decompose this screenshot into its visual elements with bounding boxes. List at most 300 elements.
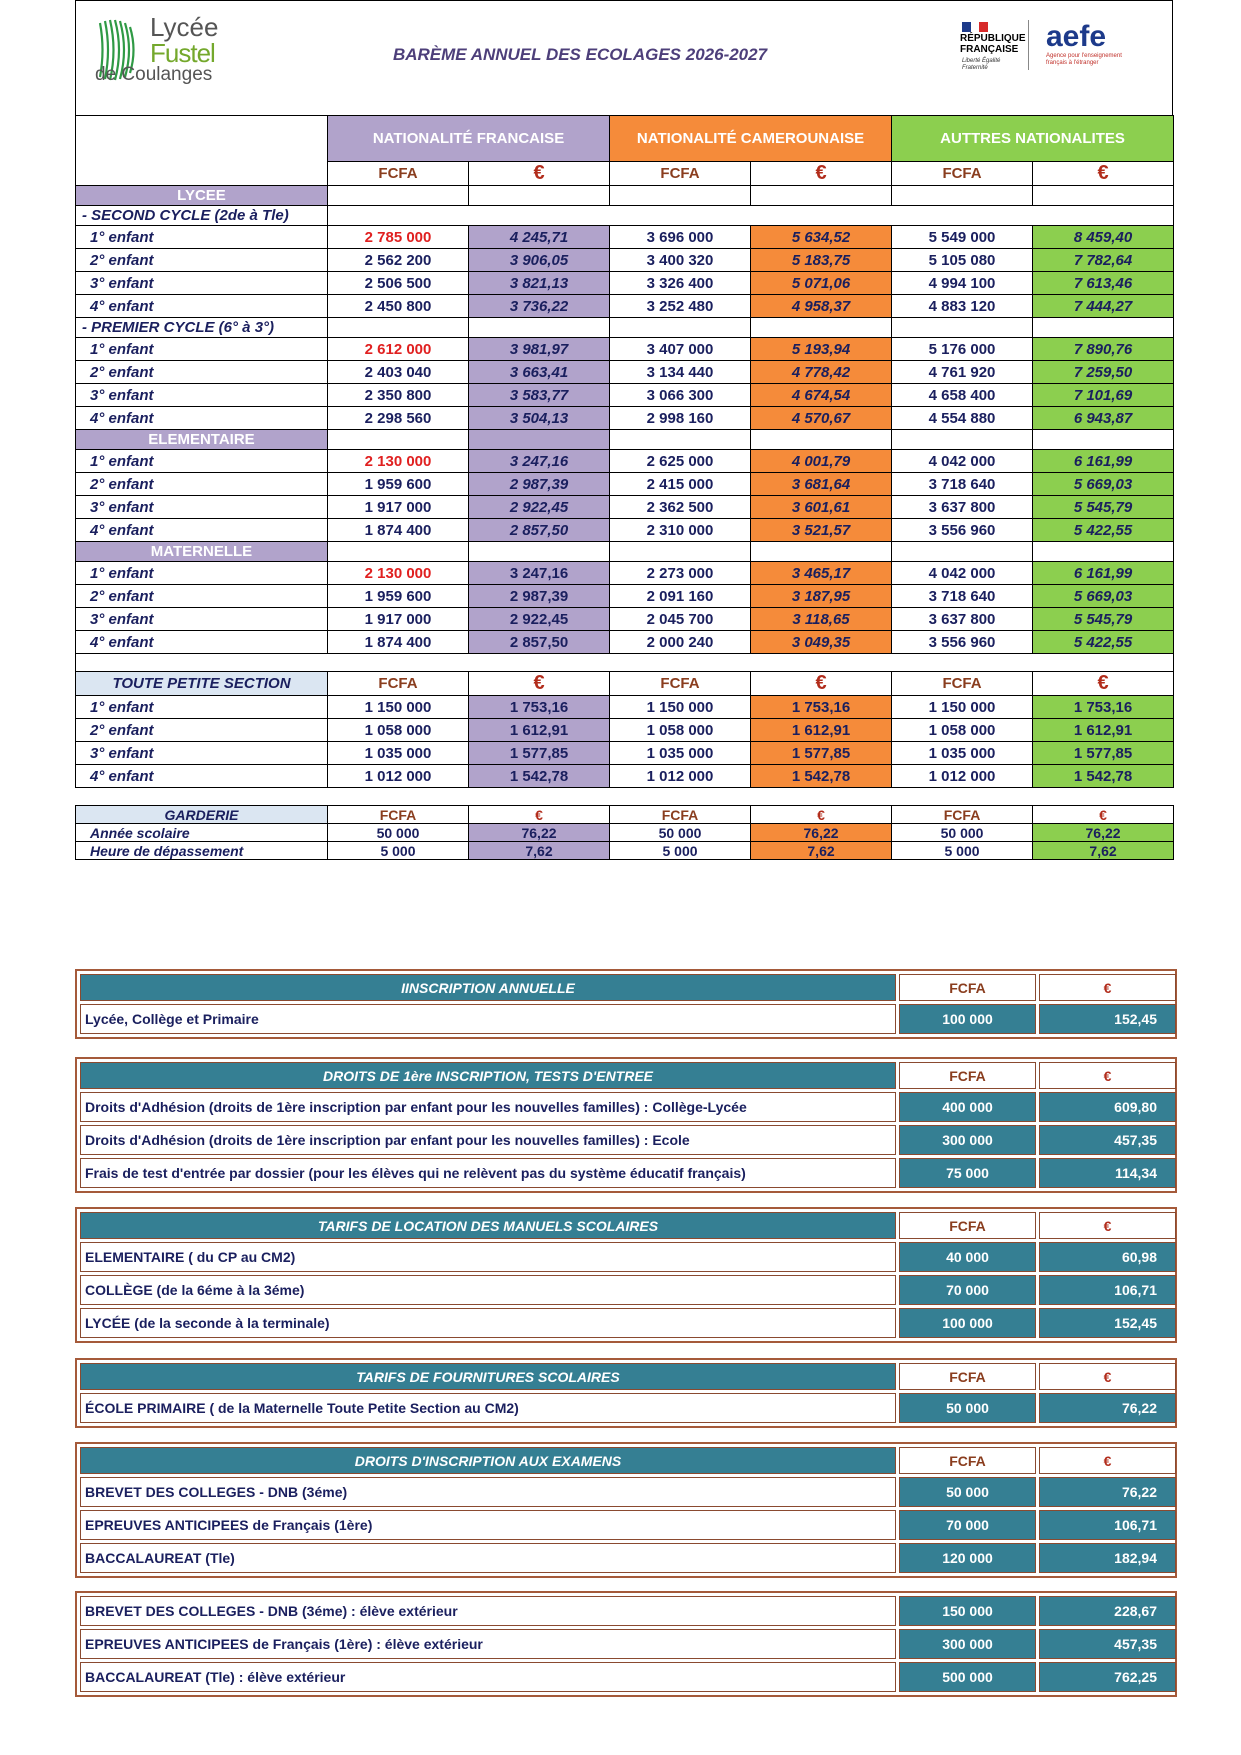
fcfa-header: FCFA xyxy=(610,162,751,186)
fr-eur-value: 3 247,16 xyxy=(469,450,610,473)
fr-fcfa-value: 2 612 000 xyxy=(328,338,469,361)
currency-header-row xyxy=(76,162,1174,186)
ot-eur-value: 7 444,27 xyxy=(1033,295,1174,318)
table-row xyxy=(76,585,1174,608)
republique-francaise-logo xyxy=(960,33,1026,55)
fee-header-row xyxy=(80,1062,1176,1089)
cm-eur-value: 4 958,37 xyxy=(751,295,892,318)
ot-eur-value: 5 545,79 xyxy=(1033,608,1174,631)
empty-cell xyxy=(328,186,469,206)
ot-eur-value: 76,22 xyxy=(1033,824,1174,842)
empty-cell xyxy=(469,318,610,338)
table-row xyxy=(76,473,1174,496)
ot-eur-value: 1 753,16 xyxy=(1033,696,1174,719)
fee-table-fournitures xyxy=(75,1358,1177,1428)
fee-label: EPREUVES ANTICIPEES de Français (1ère) xyxy=(80,1510,896,1540)
table-row xyxy=(76,631,1174,654)
ot-fcfa-value: 1 035 000 xyxy=(892,742,1033,765)
row-label: Heure de dépassement xyxy=(76,842,328,860)
fee-eur-value: 106,71 xyxy=(1039,1275,1176,1305)
fr-eur-value: 2 987,39 xyxy=(469,585,610,608)
row-label: 4° enfant xyxy=(76,519,328,542)
spacer-row xyxy=(76,654,1174,672)
cm-eur-value: 7,62 xyxy=(751,842,892,860)
fee-fcfa-value: 50 000 xyxy=(899,1477,1036,1507)
fee-header-row xyxy=(80,1212,1176,1239)
fee-fcfa-value: 70 000 xyxy=(899,1275,1036,1305)
ot-fcfa-value: 3 556 960 xyxy=(892,631,1033,654)
table-row xyxy=(76,519,1174,542)
cm-fcfa-value: 5 000 xyxy=(610,842,751,860)
cm-eur-value: 5 071,06 xyxy=(751,272,892,295)
fcfa-header: FCFA xyxy=(899,974,1036,1001)
ot-eur-value: 7 613,46 xyxy=(1033,272,1174,295)
fee-table-inscription xyxy=(75,969,1177,1039)
page-title: BARÈME ANNUEL DES ECOLAGES 2026-2027 xyxy=(392,45,768,64)
ot-eur-value: 6 161,99 xyxy=(1033,562,1174,585)
ot-eur-value: 7 782,64 xyxy=(1033,249,1174,272)
empty-cell xyxy=(328,206,1174,226)
ot-fcfa-value: 3 637 800 xyxy=(892,608,1033,631)
subsection-premier-cycle xyxy=(76,318,1174,338)
row-label: 4° enfant xyxy=(76,407,328,430)
ot-fcfa-value: 5 176 000 xyxy=(892,338,1033,361)
cm-fcfa-value: 3 252 480 xyxy=(610,295,751,318)
ot-eur-value: 1 577,85 xyxy=(1033,742,1174,765)
row-label: 2° enfant xyxy=(76,473,328,496)
fcfa-header: FCFA xyxy=(328,162,469,186)
logo-divider xyxy=(1028,20,1029,70)
garderie-header-row xyxy=(76,806,1174,824)
table-row xyxy=(76,361,1174,384)
cm-fcfa-value: 1 058 000 xyxy=(610,719,751,742)
fcfa-header: FCFA xyxy=(610,806,751,824)
fee-table-title: TARIFS DE FOURNITURES SCOLAIRES xyxy=(80,1363,896,1390)
empty-cell xyxy=(328,430,469,450)
tuition-table xyxy=(75,115,1174,860)
fcfa-header: FCFA xyxy=(899,1363,1036,1390)
ot-eur-value: 5 669,03 xyxy=(1033,585,1174,608)
fee-table-title: IINSCRIPTION ANNUELLE xyxy=(80,974,896,1001)
fr-eur-value: 76,22 xyxy=(469,824,610,842)
fee-fcfa-value: 70 000 xyxy=(899,1510,1036,1540)
table-row xyxy=(76,742,1174,765)
fee-row xyxy=(80,1092,1176,1122)
cm-fcfa-value: 3 134 440 xyxy=(610,361,751,384)
cm-fcfa-value: 3 696 000 xyxy=(610,226,751,249)
ot-eur-value: 6 161,99 xyxy=(1033,450,1174,473)
empty-cell xyxy=(1033,318,1174,338)
fee-fcfa-value: 300 000 xyxy=(899,1125,1036,1155)
euro-header: € xyxy=(751,162,892,186)
fee-row xyxy=(80,1308,1176,1338)
cm-fcfa-value: 3 066 300 xyxy=(610,384,751,407)
row-label: 1° enfant xyxy=(76,338,328,361)
empty-cell xyxy=(610,186,751,206)
aefe-subtitle: Agence pour l'enseignement français à l'étranger xyxy=(1046,53,1122,66)
fee-row xyxy=(80,1158,1176,1188)
fee-table-examens xyxy=(75,1442,1177,1578)
fee-label: Frais de test d'entrée par dossier (pour les élèves qui ne relèvent pas du système éducatif français) xyxy=(80,1158,896,1188)
fee-row xyxy=(80,1275,1176,1305)
fee-table-examens-ext xyxy=(75,1591,1177,1697)
fee-table-droits xyxy=(75,1057,1177,1193)
euro-header: € xyxy=(1033,672,1174,696)
ot-eur-value: 7 890,76 xyxy=(1033,338,1174,361)
ot-eur-value: 5 545,79 xyxy=(1033,496,1174,519)
fee-eur-value: 228,67 xyxy=(1039,1596,1176,1626)
table-row xyxy=(76,407,1174,430)
cm-fcfa-value: 2 273 000 xyxy=(610,562,751,585)
rf-motto: Liberté Égalité Fraternité xyxy=(962,58,1001,71)
ot-fcfa-value: 3 718 640 xyxy=(892,585,1033,608)
fee-label: BREVET DES COLLEGES - DNB (3éme) : élève extérieur xyxy=(80,1596,896,1626)
fee-row xyxy=(80,1477,1176,1507)
ot-eur-value: 7 101,69 xyxy=(1033,384,1174,407)
empty-cell xyxy=(610,430,751,450)
cm-eur-value: 1 753,16 xyxy=(751,696,892,719)
subsection-title: - PREMIER CYCLE (6° à 3°) xyxy=(76,318,328,338)
logo-line-3: de Coulanges xyxy=(95,64,213,85)
fr-eur-value: 3 663,41 xyxy=(469,361,610,384)
fcfa-header: FCFA xyxy=(328,672,469,696)
fr-eur-value: 4 245,71 xyxy=(469,226,610,249)
fee-eur-value: 457,35 xyxy=(1039,1629,1176,1659)
cm-eur-value: 1 612,91 xyxy=(751,719,892,742)
euro-header: € xyxy=(1039,1363,1176,1390)
fcfa-header: FCFA xyxy=(610,672,751,696)
fee-fcfa-value: 150 000 xyxy=(899,1596,1036,1626)
section-elementaire-title: ELEMENTAIRE xyxy=(76,430,328,450)
logo-line-2: Fustel xyxy=(150,38,215,68)
fee-table-title: TARIFS DE LOCATION DES MANUELS SCOLAIRES xyxy=(80,1212,896,1239)
fr-fcfa-value: 2 403 040 xyxy=(328,361,469,384)
fee-fcfa-value: 100 000 xyxy=(899,1308,1036,1338)
fee-fcfa-value: 40 000 xyxy=(899,1242,1036,1272)
row-label: 2° enfant xyxy=(76,719,328,742)
cm-fcfa-value: 1 150 000 xyxy=(610,696,751,719)
fcfa-header: FCFA xyxy=(892,672,1033,696)
fee-eur-value: 609,80 xyxy=(1039,1092,1176,1122)
section-elementaire xyxy=(76,430,1174,450)
fr-eur-value: 3 247,16 xyxy=(469,562,610,585)
fee-eur-value: 114,34 xyxy=(1039,1158,1176,1188)
fr-fcfa-value: 1 874 400 xyxy=(328,631,469,654)
fr-eur-value: 3 821,13 xyxy=(469,272,610,295)
cm-eur-value: 5 634,52 xyxy=(751,226,892,249)
euro-header: € xyxy=(1033,162,1174,186)
ot-eur-value: 5 669,03 xyxy=(1033,473,1174,496)
fee-eur-value: 182,94 xyxy=(1039,1543,1176,1573)
section-lycee xyxy=(76,186,1174,206)
fee-fcfa-value: 50 000 xyxy=(899,1393,1036,1423)
fee-row xyxy=(80,1596,1176,1626)
spacer xyxy=(76,788,1174,806)
row-label: 1° enfant xyxy=(76,450,328,473)
ot-fcfa-value: 1 058 000 xyxy=(892,719,1033,742)
table-row xyxy=(76,719,1174,742)
cm-eur-value: 4 674,54 xyxy=(751,384,892,407)
row-label: 3° enfant xyxy=(76,272,328,295)
fr-fcfa-value: 1 058 000 xyxy=(328,719,469,742)
ot-fcfa-value: 4 994 100 xyxy=(892,272,1033,295)
cm-fcfa-value: 2 310 000 xyxy=(610,519,751,542)
fr-fcfa-value: 1 035 000 xyxy=(328,742,469,765)
fee-row xyxy=(80,1543,1176,1573)
ot-fcfa-value: 4 042 000 xyxy=(892,562,1033,585)
ot-fcfa-value: 3 556 960 xyxy=(892,519,1033,542)
table-row xyxy=(76,608,1174,631)
fr-eur-value: 2 922,45 xyxy=(469,608,610,631)
fr-eur-value: 3 906,05 xyxy=(469,249,610,272)
fcfa-header: FCFA xyxy=(892,162,1033,186)
corner-cell xyxy=(76,162,328,186)
fr-fcfa-value: 2 350 800 xyxy=(328,384,469,407)
ot-fcfa-value: 3 637 800 xyxy=(892,496,1033,519)
row-label: 3° enfant xyxy=(76,608,328,631)
header-nationalite-camerounaise: NATIONALITÉ CAMEROUNAISE xyxy=(610,116,892,162)
fr-fcfa-value: 5 000 xyxy=(328,842,469,860)
ot-eur-value: 1 612,91 xyxy=(1033,719,1174,742)
cm-eur-value: 76,22 xyxy=(751,824,892,842)
fr-eur-value: 3 504,13 xyxy=(469,407,610,430)
row-label: 2° enfant xyxy=(76,249,328,272)
fr-fcfa-value: 2 450 800 xyxy=(328,295,469,318)
fr-fcfa-value: 2 130 000 xyxy=(328,450,469,473)
row-label: 3° enfant xyxy=(76,742,328,765)
empty-cell xyxy=(469,430,610,450)
cm-fcfa-value: 1 035 000 xyxy=(610,742,751,765)
table-row xyxy=(76,450,1174,473)
ot-fcfa-value: 5 549 000 xyxy=(892,226,1033,249)
ot-fcfa-value: 4 042 000 xyxy=(892,450,1033,473)
fee-label: BREVET DES COLLEGES - DNB (3éme) xyxy=(80,1477,896,1507)
fee-eur-value: 152,45 xyxy=(1039,1308,1176,1338)
fcfa-header: FCFA xyxy=(899,1212,1036,1239)
ot-eur-value: 5 422,55 xyxy=(1033,519,1174,542)
spacer xyxy=(76,654,1174,672)
row-label: 3° enfant xyxy=(76,384,328,407)
euro-header: € xyxy=(1039,974,1176,1001)
row-label: 4° enfant xyxy=(76,295,328,318)
ot-fcfa-value: 4 554 880 xyxy=(892,407,1033,430)
empty-cell xyxy=(1033,186,1174,206)
fcfa-header: FCFA xyxy=(899,1447,1036,1474)
empty-cell xyxy=(892,318,1033,338)
empty-cell xyxy=(469,186,610,206)
cm-eur-value: 4 778,42 xyxy=(751,361,892,384)
ot-eur-value: 8 459,40 xyxy=(1033,226,1174,249)
fr-fcfa-value: 2 562 200 xyxy=(328,249,469,272)
fr-eur-value: 1 577,85 xyxy=(469,742,610,765)
fr-eur-value: 1 612,91 xyxy=(469,719,610,742)
subsection-second-cycle xyxy=(76,206,1174,226)
fee-row xyxy=(80,1629,1176,1659)
euro-header: € xyxy=(469,162,610,186)
corner-cell xyxy=(76,116,328,162)
euro-header: € xyxy=(1039,1062,1176,1089)
cm-fcfa-value: 2 091 160 xyxy=(610,585,751,608)
fee-row xyxy=(80,1125,1176,1155)
cm-fcfa-value: 2 045 700 xyxy=(610,608,751,631)
fr-eur-value: 3 981,97 xyxy=(469,338,610,361)
cm-eur-value: 3 118,65 xyxy=(751,608,892,631)
fr-fcfa-value: 1 874 400 xyxy=(328,519,469,542)
cm-fcfa-value: 1 012 000 xyxy=(610,765,751,788)
fr-eur-value: 3 583,77 xyxy=(469,384,610,407)
cm-fcfa-value: 2 362 500 xyxy=(610,496,751,519)
cm-eur-value: 4 001,79 xyxy=(751,450,892,473)
fee-row xyxy=(80,1393,1176,1423)
fee-label: ÉCOLE PRIMAIRE ( de la Maternelle Toute Petite Section au CM2) xyxy=(80,1393,896,1423)
fee-fcfa-value: 100 000 xyxy=(899,1004,1036,1034)
euro-header: € xyxy=(1039,1447,1176,1474)
fr-fcfa-value: 2 298 560 xyxy=(328,407,469,430)
table-row xyxy=(76,562,1174,585)
ot-fcfa-value: 4 658 400 xyxy=(892,384,1033,407)
rf-line-1: RÉPUBLIQUE xyxy=(960,33,1026,44)
row-label: 2° enfant xyxy=(76,361,328,384)
fr-eur-value: 2 857,50 xyxy=(469,519,610,542)
fr-eur-value: 2 987,39 xyxy=(469,473,610,496)
fee-label: ELEMENTAIRE ( du CP au CM2) xyxy=(80,1242,896,1272)
aefe-logo: aefe xyxy=(1046,20,1107,53)
ot-fcfa-value: 1 012 000 xyxy=(892,765,1033,788)
fee-eur-value: 76,22 xyxy=(1039,1477,1176,1507)
empty-cell xyxy=(610,318,751,338)
rf-line-2: FRANÇAISE xyxy=(960,44,1019,55)
fr-fcfa-value: 50 000 xyxy=(328,824,469,842)
fee-header-row xyxy=(80,974,1176,1001)
fr-eur-value: 7,62 xyxy=(469,842,610,860)
fr-fcfa-value: 2 785 000 xyxy=(328,226,469,249)
cm-eur-value: 3 049,35 xyxy=(751,631,892,654)
euro-header: € xyxy=(751,806,892,824)
subsection-title: - SECOND CYCLE (2de à Tle) xyxy=(76,206,328,226)
fr-eur-value: 2 857,50 xyxy=(469,631,610,654)
fee-eur-value: 60,98 xyxy=(1039,1242,1176,1272)
header-nationalite-francaise: NATIONALITÉ FRANCAISE xyxy=(328,116,610,162)
empty-cell xyxy=(751,186,892,206)
euro-header: € xyxy=(1039,1212,1176,1239)
fee-label: COLLÈGE (de la 6éme à la 3éme) xyxy=(80,1275,896,1305)
empty-cell xyxy=(469,542,610,562)
fee-header-row xyxy=(80,1447,1176,1474)
ot-eur-value: 7,62 xyxy=(1033,842,1174,860)
fee-label: BACCALAUREAT (Tle) : élève extérieur xyxy=(80,1662,896,1692)
table-row xyxy=(76,249,1174,272)
tps-title: TOUTE PETITE SECTION xyxy=(76,672,328,696)
ot-eur-value: 1 542,78 xyxy=(1033,765,1174,788)
header-autres-nationalites: AUTTRES NATIONALITES xyxy=(892,116,1174,162)
row-label: 1° enfant xyxy=(76,562,328,585)
cm-eur-value: 1 542,78 xyxy=(751,765,892,788)
table-row xyxy=(76,696,1174,719)
fee-fcfa-value: 300 000 xyxy=(899,1629,1036,1659)
cm-eur-value: 3 681,64 xyxy=(751,473,892,496)
garderie-title: GARDERIE xyxy=(76,806,328,824)
logo-line-1: Lycée xyxy=(150,12,219,42)
fcfa-header: FCFA xyxy=(892,806,1033,824)
fee-table-title: DROITS DE 1ère INSCRIPTION, TESTS D'ENTREE xyxy=(80,1062,896,1089)
fr-eur-value: 1 542,78 xyxy=(469,765,610,788)
table-row xyxy=(76,496,1174,519)
fee-label: EPREUVES ANTICIPEES de Français (1ère) : élève extérieur xyxy=(80,1629,896,1659)
table-row xyxy=(76,272,1174,295)
cm-eur-value: 5 193,94 xyxy=(751,338,892,361)
french-flag-icon xyxy=(962,22,988,32)
empty-cell xyxy=(892,186,1033,206)
row-label: Année scolaire xyxy=(76,824,328,842)
garderie-row xyxy=(76,824,1174,842)
fee-fcfa-value: 120 000 xyxy=(899,1543,1036,1573)
fr-fcfa-value: 2 506 500 xyxy=(328,272,469,295)
cm-eur-value: 3 521,57 xyxy=(751,519,892,542)
cm-fcfa-value: 2 998 160 xyxy=(610,407,751,430)
cm-fcfa-value: 3 400 320 xyxy=(610,249,751,272)
table-row xyxy=(76,226,1174,249)
empty-cell xyxy=(1033,430,1174,450)
cm-fcfa-value: 50 000 xyxy=(610,824,751,842)
fr-eur-value: 2 922,45 xyxy=(469,496,610,519)
empty-cell xyxy=(1033,542,1174,562)
ot-fcfa-value: 50 000 xyxy=(892,824,1033,842)
empty-cell xyxy=(610,542,751,562)
empty-cell xyxy=(892,542,1033,562)
fr-fcfa-value: 1 959 600 xyxy=(328,473,469,496)
empty-cell xyxy=(328,318,469,338)
ot-eur-value: 5 422,55 xyxy=(1033,631,1174,654)
euro-header: € xyxy=(751,672,892,696)
fee-eur-value: 152,45 xyxy=(1039,1004,1176,1034)
fr-fcfa-value: 1 959 600 xyxy=(328,585,469,608)
fee-table-manuels xyxy=(75,1207,1177,1343)
fr-eur-value: 1 753,16 xyxy=(469,696,610,719)
fee-eur-value: 106,71 xyxy=(1039,1510,1176,1540)
fr-fcfa-value: 1 917 000 xyxy=(328,608,469,631)
empty-cell xyxy=(751,542,892,562)
table-row xyxy=(76,384,1174,407)
fee-label: BACCALAUREAT (Tle) xyxy=(80,1543,896,1573)
ot-fcfa-value: 4 883 120 xyxy=(892,295,1033,318)
garderie-row xyxy=(76,842,1174,860)
fr-fcfa-value: 2 130 000 xyxy=(328,562,469,585)
fee-row xyxy=(80,1662,1176,1692)
row-label: 1° enfant xyxy=(76,696,328,719)
fee-fcfa-value: 500 000 xyxy=(899,1662,1036,1692)
row-label: 4° enfant xyxy=(76,631,328,654)
row-label: 2° enfant xyxy=(76,585,328,608)
cm-fcfa-value: 2 625 000 xyxy=(610,450,751,473)
fee-eur-value: 762,25 xyxy=(1039,1662,1176,1692)
fee-label: Droits d'Adhésion (droits de 1ère inscription par enfant pour les nouvelles familles) : Ecole xyxy=(80,1125,896,1155)
ot-fcfa-value: 5 000 xyxy=(892,842,1033,860)
fee-header-row xyxy=(80,1363,1176,1390)
cm-fcfa-value: 3 326 400 xyxy=(610,272,751,295)
euro-header: € xyxy=(469,672,610,696)
ot-eur-value: 6 943,87 xyxy=(1033,407,1174,430)
tps-header-row xyxy=(76,672,1174,696)
fr-fcfa-value: 1 917 000 xyxy=(328,496,469,519)
cm-fcfa-value: 2 415 000 xyxy=(610,473,751,496)
cm-eur-value: 5 183,75 xyxy=(751,249,892,272)
row-label: 4° enfant xyxy=(76,765,328,788)
table-row xyxy=(76,338,1174,361)
fee-fcfa-value: 75 000 xyxy=(899,1158,1036,1188)
ot-eur-value: 7 259,50 xyxy=(1033,361,1174,384)
fee-eur-value: 457,35 xyxy=(1039,1125,1176,1155)
ot-fcfa-value: 5 105 080 xyxy=(892,249,1033,272)
